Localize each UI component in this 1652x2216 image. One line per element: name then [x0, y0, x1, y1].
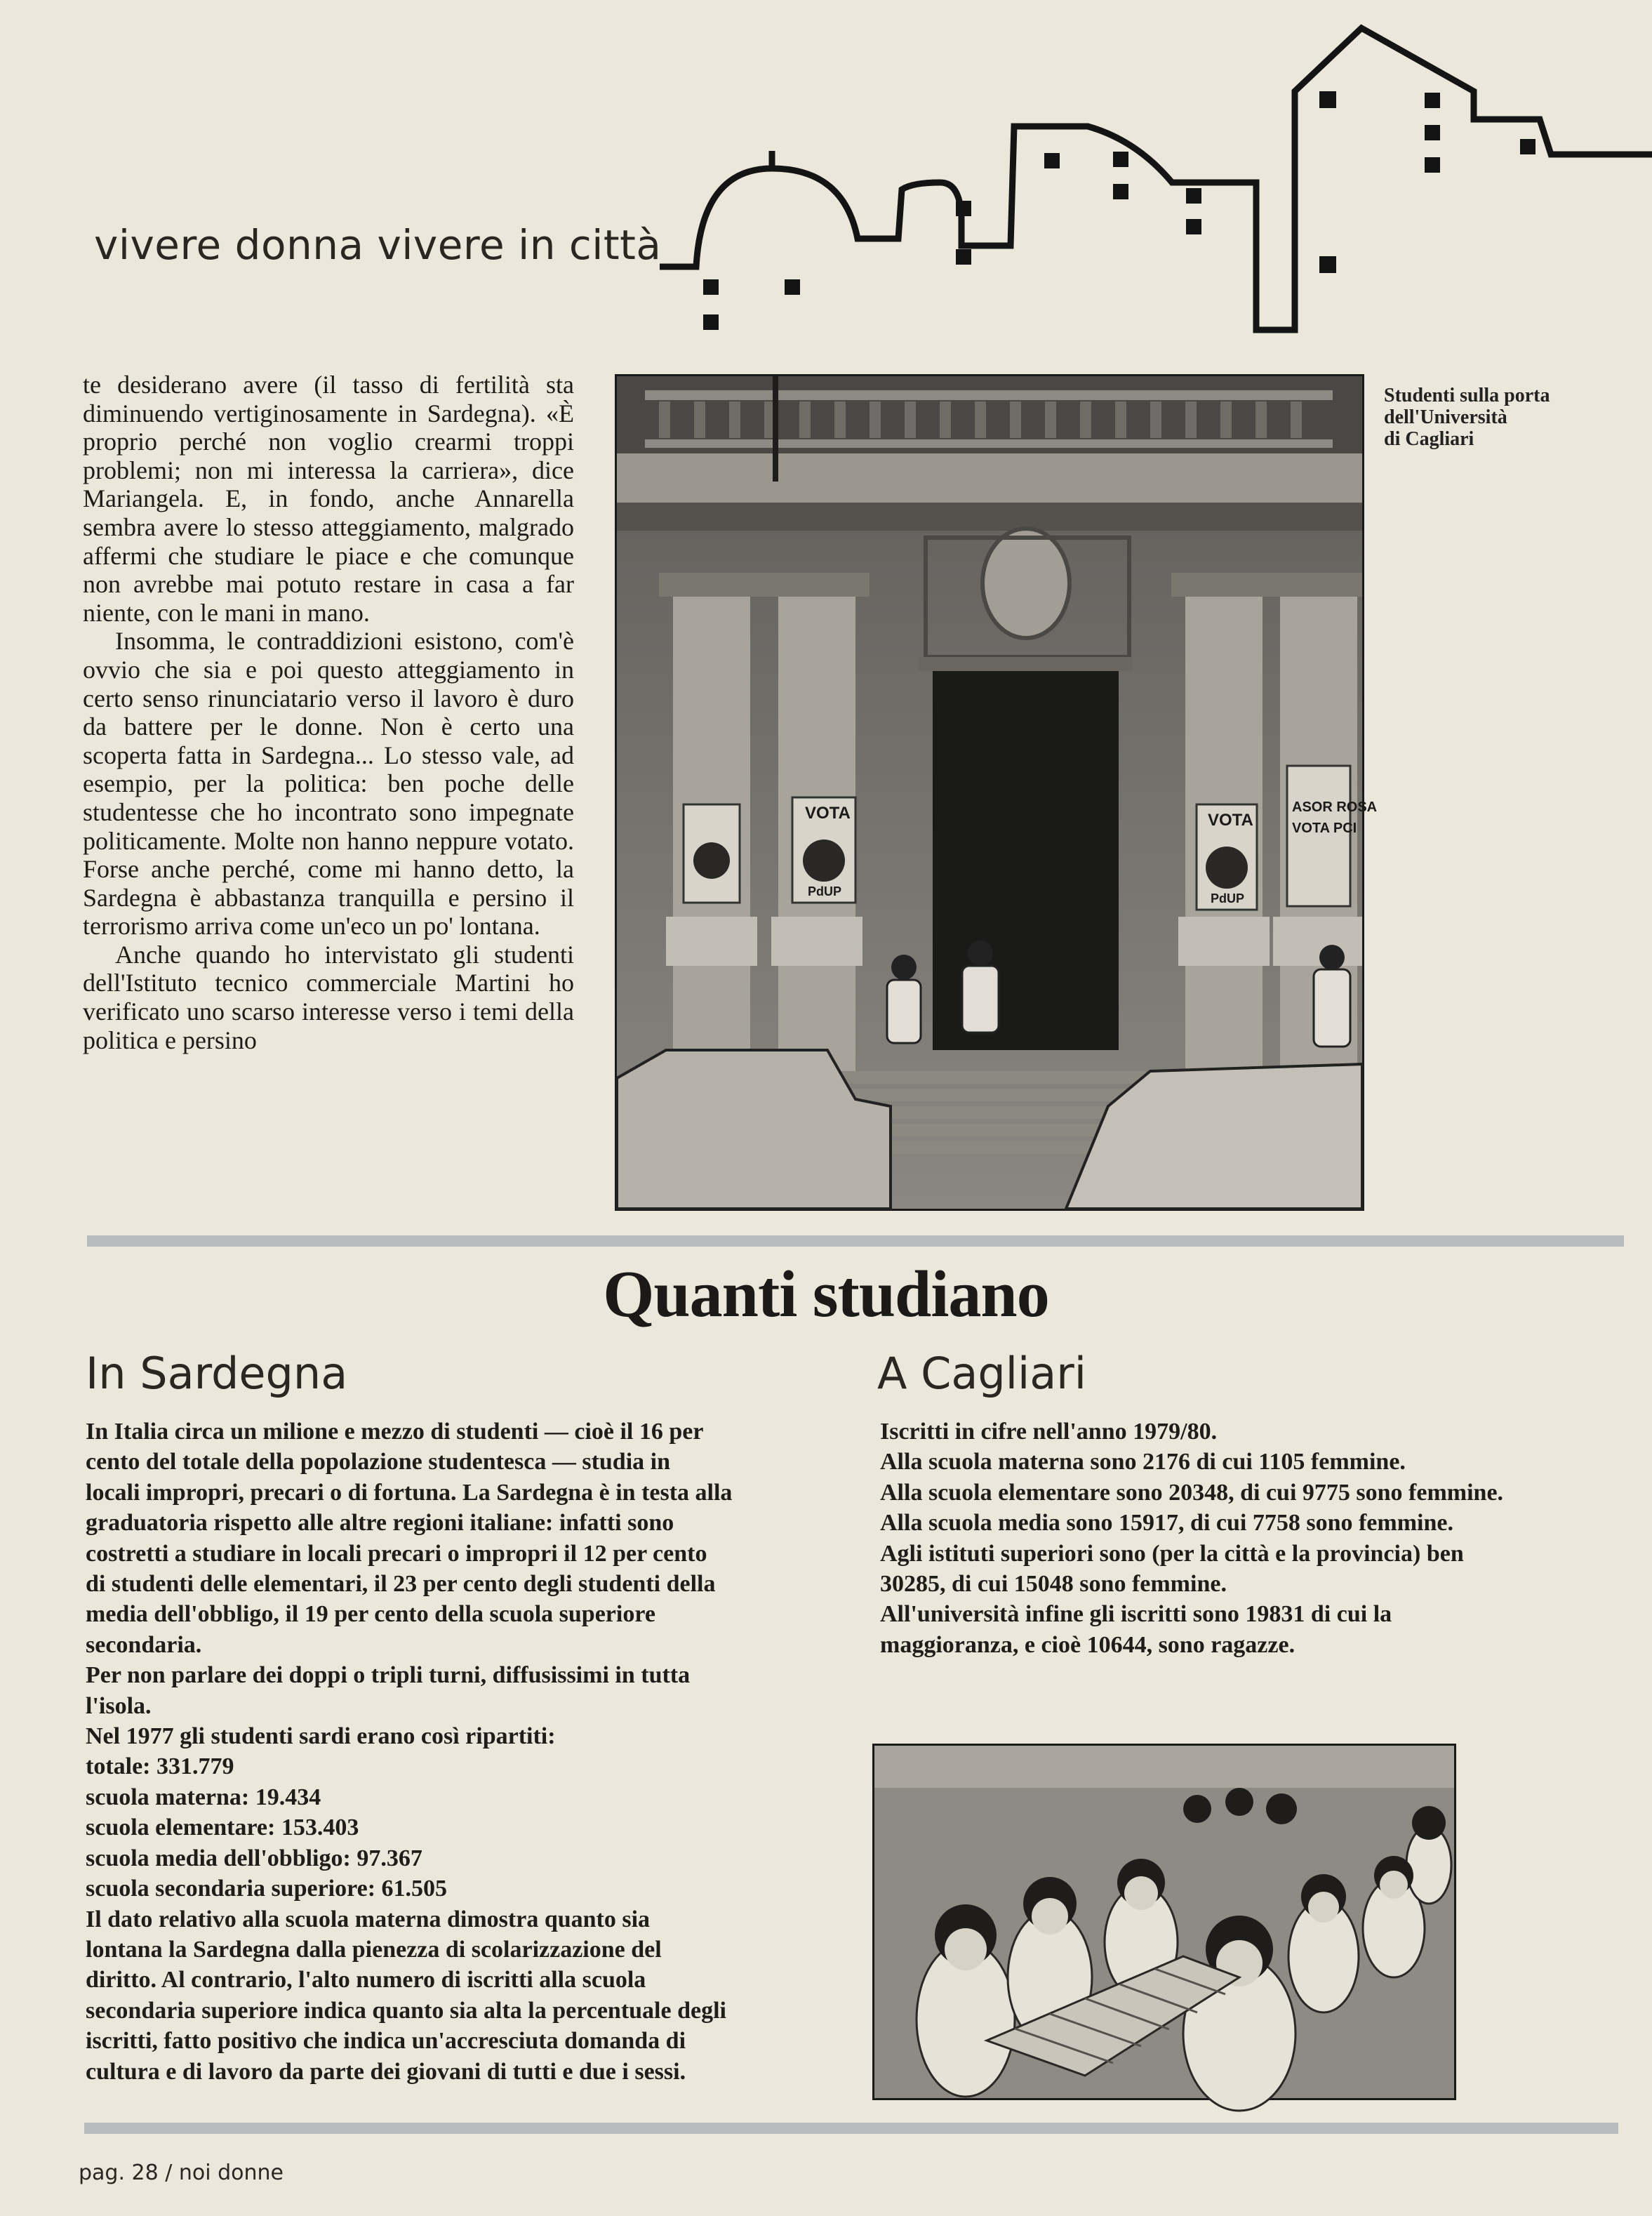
- text-line: iscritti, fatto positivo che indica un'accresciuta domanda di: [86, 2028, 686, 2055]
- skyline-windows: [703, 91, 1536, 330]
- text-line: 30285, di cui 15048 sono femmine.: [880, 1571, 1227, 1598]
- box-title: Quanti studiano: [603, 1258, 1049, 1331]
- caption-line: Studenti sulla porta: [1384, 385, 1550, 406]
- text-line: totale: 331.779: [86, 1753, 234, 1780]
- poster-text: VOTA: [1208, 811, 1253, 830]
- text-line: diritto. Al contrario, l'alto numero di iscritti alla scuola: [86, 1967, 646, 1993]
- text-line: Per non parlare dei doppi o tripli turni, diffusissimi in tutta: [86, 1662, 691, 1689]
- children-classroom-photo: [872, 1744, 1456, 2100]
- text-line: Alla scuola media sono 15917, di cui 7758 sono femmine.: [880, 1510, 1453, 1537]
- article-paragraph: te desiderano avere (il tasso di fertilità sta diminuendo vertiginosamente in Sardegna). «È proprio perché non voglio crearmi troppi problemi; non mi interessa la carriera», dice Mariangela. E, in fondo, anche Annarella sembra avere lo stesso atteggiamento, malgrado affermi che studiare le piace e che comunque non avrebbe mai potuto restare in casa a far niente, con le mani in mano.: [83, 371, 574, 627]
- text-line: media dell'obbligo, il 19 per cento della scuola superiore: [86, 1601, 655, 1628]
- university-entrance-photo: [615, 374, 1378, 1211]
- text-line: scuola secondaria superiore: 61.505: [86, 1876, 448, 1902]
- text-line: In Italia circa un milione e mezzo di studenti — cioè il 16 per: [86, 1419, 704, 1445]
- text-line: Nel 1977 gli studenti sardi erano così ripartiti:: [86, 1723, 556, 1750]
- text-line: All'università infine gli iscritti sono 19831 di cui la: [880, 1601, 1392, 1628]
- article-paragraph: Anche quando ho intervistato gli studenti dell'Istituto tecnico commerciale Martini ho verificato uno scarso interesse verso i temi della politica e persino: [83, 940, 574, 1054]
- text-line: Alla scuola elementare sono 20348, di cui 9775 sono femmine.: [880, 1479, 1504, 1506]
- article-paragraph: Insomma, le contraddizioni esistono, com'è ovvio che sia e poi questo atteggiamento in certo senso rinunciatario verso il lavoro è duro da battere per le donne. Non è certo una scoperta fatta in Sardegna... Lo stesso vale, ad esempio, per la politica: ben poche delle studentesse che ho incontrato sono impegnate politicamente. Molte non hanno neppure votato. Forse anche perché, come mi hanno detto, la Sardegna è abbastanza tranquilla e persino il terrorismo arriva come un'eco un po' lontana.: [83, 627, 574, 941]
- skyline-outline: [660, 28, 1652, 330]
- text-line: Agli istituti superiori sono (per la città e la provincia) ben: [880, 1540, 1464, 1567]
- photo-caption: [1384, 385, 1580, 450]
- cagliari-heading: A Cagliari: [877, 1348, 1086, 1399]
- poster-text: ASOR ROSA: [1292, 800, 1378, 815]
- section-title: vivere donna vivere in città: [94, 221, 662, 269]
- sardegna-heading: In Sardegna: [86, 1348, 348, 1399]
- cagliari-text: [880, 1416, 1638, 1660]
- skyline-illustration: [660, 14, 1652, 344]
- box-top-rule: [87, 1235, 1624, 1247]
- poster-text: PdUP: [808, 884, 842, 898]
- text-line: l'isola.: [86, 1692, 152, 1719]
- caption-line: dell'Università: [1384, 406, 1507, 428]
- text-line: lontana la Sardegna dalla pienezza di scolarizzazione del: [86, 1936, 662, 1963]
- text-line: graduatoria rispetto alle altre regioni italiane: infatti sono: [86, 1510, 674, 1537]
- text-line: locali impropri, precari o di fortuna. La Sardegna è in testa alla: [86, 1479, 733, 1506]
- caption-line: di Cagliari: [1384, 428, 1474, 450]
- text-line: di studenti delle elementari, il 23 per cento degli studenti della: [86, 1571, 716, 1598]
- poster-text: VOTA: [805, 804, 851, 823]
- text-line: scuola materna: 19.434: [86, 1784, 321, 1810]
- text-line: Il dato relativo alla scuola materna dimostra quanto sia: [86, 1906, 651, 1932]
- text-line: costretti a studiare in locali precari o impropri il 12 per cento: [86, 1540, 707, 1567]
- text-line: Alla scuola materna sono 2176 di cui 1105 femmine.: [880, 1449, 1406, 1475]
- text-line: scuola elementare: 153.403: [86, 1814, 359, 1841]
- text-line: secondaria.: [86, 1631, 202, 1658]
- poster-text: PdUP: [1211, 891, 1245, 905]
- poster-text: VOTA PCI: [1292, 821, 1357, 836]
- box-bottom-rule: [84, 2123, 1618, 2134]
- text-line: secondaria superiore indica quanto sia alta la percentuale degli: [86, 1997, 726, 2024]
- sardegna-text: [86, 1416, 844, 2087]
- text-line: scuola media dell'obbligo: 97.367: [86, 1845, 422, 1871]
- text-line: Iscritti in cifre nell'anno 1979/80.: [880, 1419, 1218, 1445]
- page-footer: pag. 28 / noi donne: [79, 2161, 284, 2185]
- text-line: maggioranza, e cioè 10644, sono ragazze.: [880, 1631, 1295, 1658]
- text-line: cento del totale della popolazione studentesca — studia in: [86, 1449, 671, 1475]
- text-line: cultura e di lavoro da parte dei giovani di tutti e due i sessi.: [86, 2058, 686, 2085]
- article-body: [83, 371, 574, 1054]
